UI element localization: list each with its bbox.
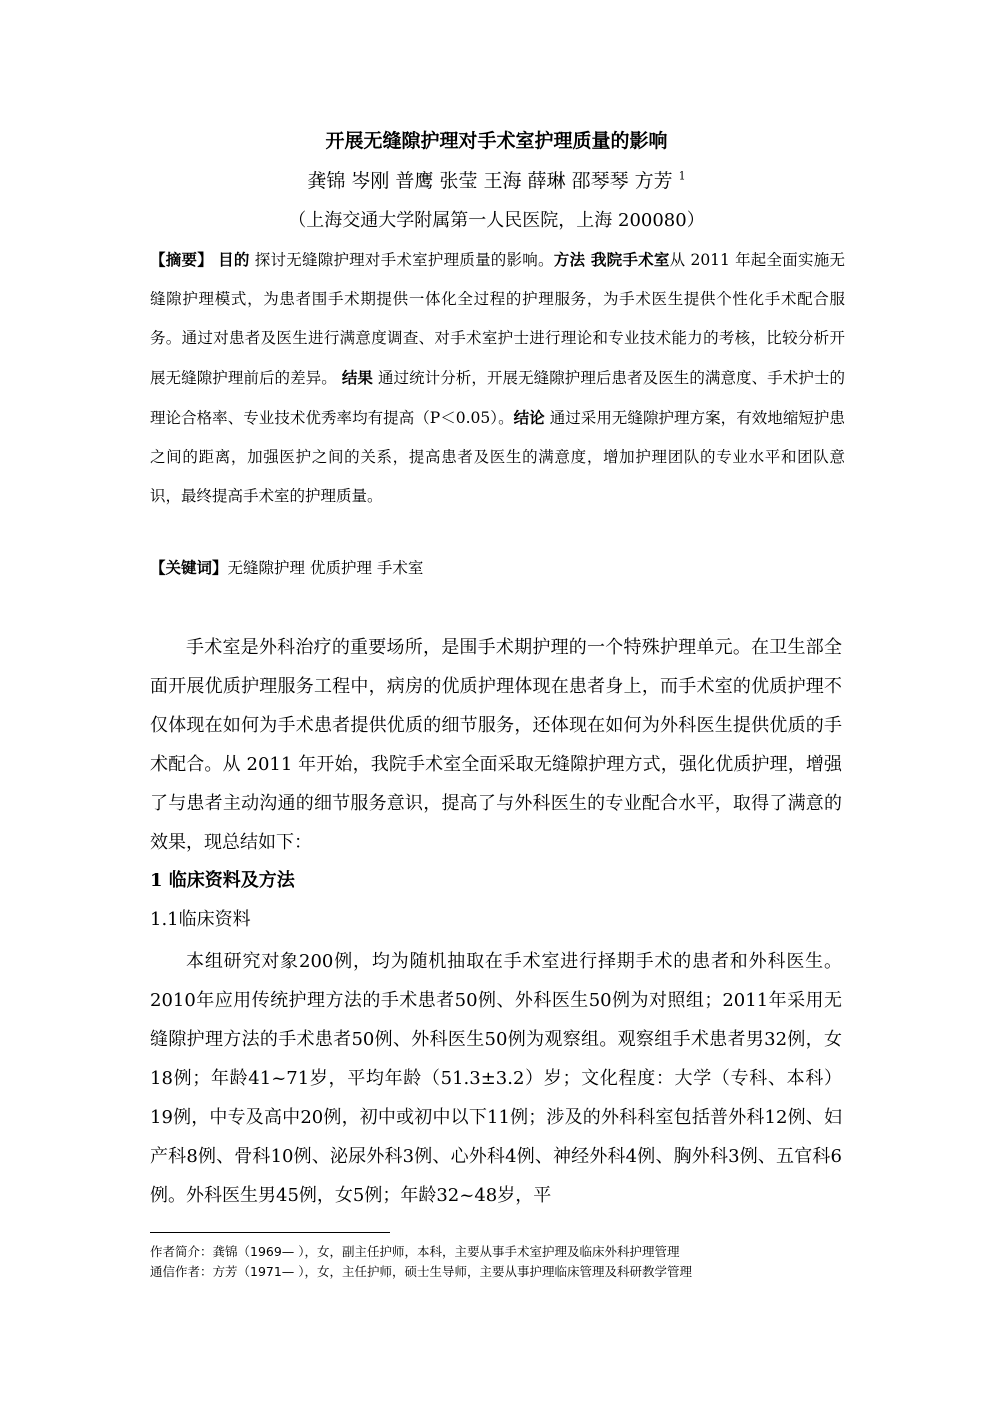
conclusion-label: 结论 xyxy=(513,408,545,427)
author-names: 龚锦 岑刚 普鹰 张莹 王海 薛琳 邵琴琴 方芳 xyxy=(307,170,673,192)
objective-text: 探讨无缝隙护理对手术室护理质量的影响。 xyxy=(249,251,554,269)
conclusion-text: 通过采用无缝隙护理方案，有效地缩短护患之间的距离，加强医护之间的关系，提高患者及医生的满意度，增加护理团队的专业水平和团队意识，最终提高手术室的护理质量。 xyxy=(150,409,845,505)
subsection-heading: 1.1临床资料 xyxy=(150,909,251,930)
method-label: 方法 我院手术室 xyxy=(553,250,670,269)
keywords xyxy=(150,551,845,585)
abstract-label: 【摘要】 xyxy=(150,250,213,269)
keywords-label: 【关键词】 xyxy=(150,558,228,577)
footnote-rule xyxy=(150,1232,390,1233)
clinical-data-paragraph: 本组研究对象200例，均为随机抽取在手术室进行择期手术的患者和外科医生。2010年应用传统护理方法的手术患者50例、外科医生50例为对照组；2011年采用无缝隙护理方法的手术患者50例、外科医生50例为观察组。观察组手术患者男32例，女18例；年龄41~71岁，平均年龄（51.3±3.2）岁；文化程度：大学（专科、本科）19例，中专及高中20例，初中或初中以下11例；涉及的外科科室包括普外科12例、妇产科8例、骨科10例、泌尿外科3例、心外科4例、神经外科4例、胸外科3例、五官科6例。外科医生男45例，女5例；年龄32~48岁，平 xyxy=(150,951,842,1206)
result-text: 通过统计分析，开展无缝隙护理后患者及医生的满意度、手术护士的理论合格率、专业技术优秀率均有提高（P＜0.05）。 xyxy=(150,369,845,427)
author-list xyxy=(0,166,993,193)
author-superscript: 1 xyxy=(678,169,686,183)
result-label: 结果 xyxy=(341,368,373,387)
paper-title: 开展无缝隙护理对手术室护理质量的影响 xyxy=(325,130,668,152)
method-text: 从 2011 年起全面实施无缝隙护理模式，为患者围手术期提供一体化全过程的护理服务，为手术医生提供个性化手术配合服务。通过对患者及医生进行满意度调查、对手术室护士进行理论和专业技术能力的考核，比较分析开展无缝隙护理前后的差异。 xyxy=(150,251,845,387)
intro-paragraph: 手术室是外科治疗的重要场所，是围手术期护理的一个特殊护理单元。在卫生部全面开展优质护理服务工程中，病房的优质护理体现在患者身上，而手术室的优质护理不仅体现在如何为手术患者提供优质的细节服务，还体现在如何为外科医生提供优质的手术配合。从 2011 年开始，我院手术室全面采取无缝隙护理方式，强化优质护理，增强了与患者主动沟通的细节服务意识，提高了与外科医生的专业配合水平，取得了满意的效果，现总结如下： xyxy=(150,637,842,853)
objective-label: 目的 xyxy=(218,250,250,269)
section-heading: 1 临床资料及方法 xyxy=(150,870,295,891)
keywords-text: 无缝隙护理 优质护理 手术室 xyxy=(227,559,424,577)
affiliation: （上海交通大学附属第一人民医院，上海 200080） xyxy=(288,210,705,231)
footnote-corresponding-author: 通信作者：方芳（1971— ），女，主任护师，硕士生导师，主要从事护理临床管理及科研教学管理 xyxy=(150,1264,693,1279)
abstract xyxy=(150,240,845,516)
footnote-author-bio: 作者简介：龚锦（1969— ），女，副主任护师，本科，主要从事手术室护理及临床外科护理管理 xyxy=(150,1244,680,1259)
